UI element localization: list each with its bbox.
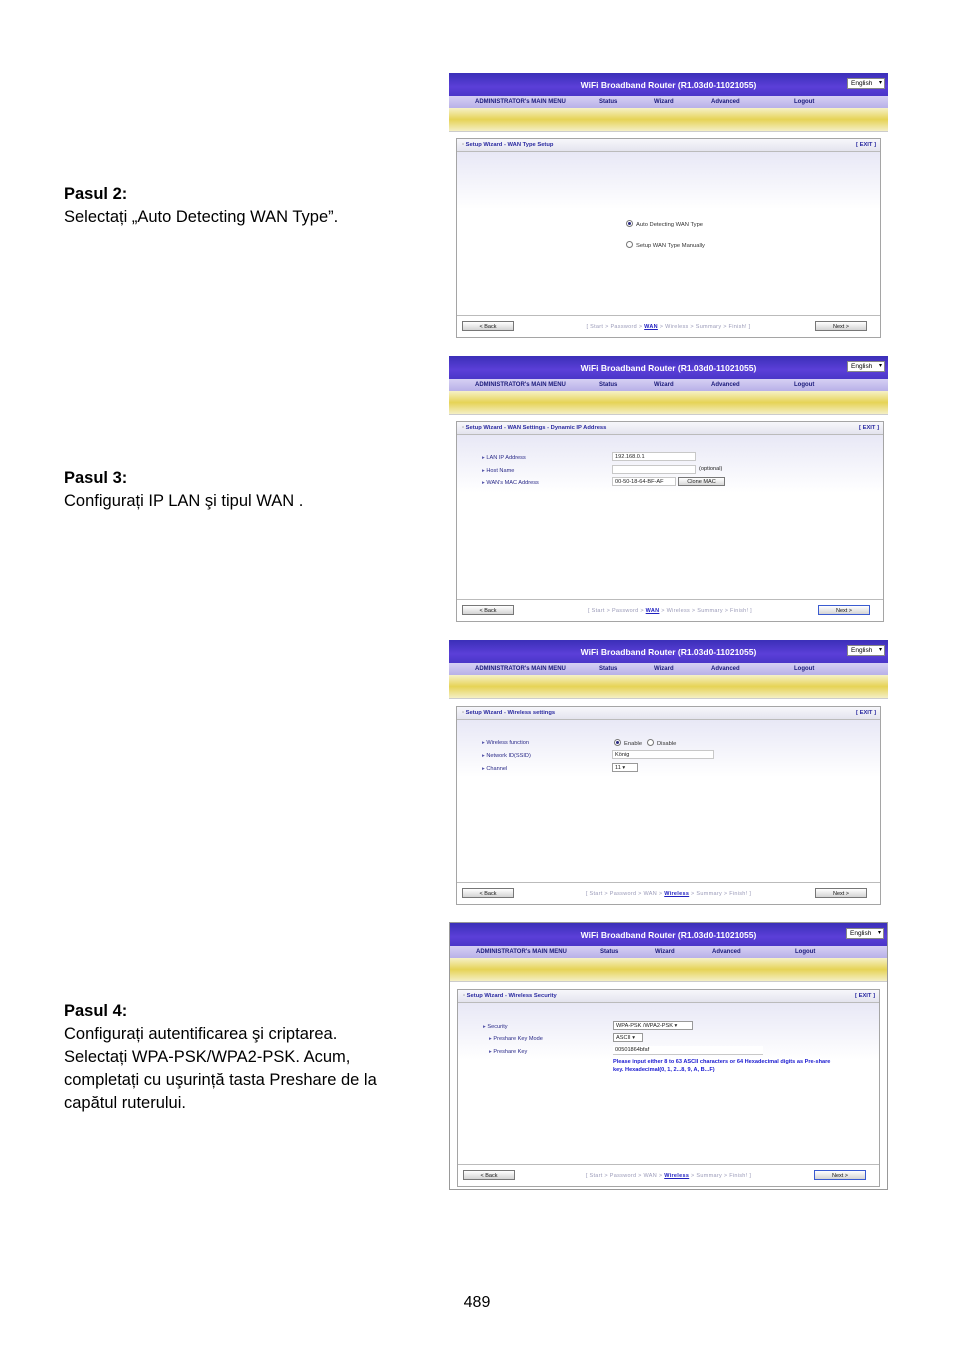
router-title: WiFi Broadband Router (R1.03d0-11021055) xyxy=(580,930,757,940)
screenshot-wireless-security xyxy=(449,922,888,1190)
step-4-line-3: completați cu uşurință tasta Preshare de la xyxy=(64,1071,377,1089)
lan-ip-label: ▸ LAN IP Address xyxy=(482,455,526,461)
step-4-line-2: Selectați WPA-PSK/WPA2-PSK. Acum, xyxy=(64,1048,351,1066)
chevron-down-icon: ▾ xyxy=(878,363,882,369)
language-value: English xyxy=(851,647,873,654)
menu-status[interactable]: Status xyxy=(599,382,618,388)
disable-label: Disable xyxy=(657,741,677,747)
step-3-line-1: Configurați IP LAN şi tipul WAN . xyxy=(64,492,304,510)
menu-logout[interactable]: Logout xyxy=(795,949,816,955)
panel-title: ▫ Setup Wizard - WAN Type Setup xyxy=(462,142,553,148)
panel-header xyxy=(457,707,880,720)
panel-header xyxy=(457,422,883,435)
chevron-down-icon: ▾ xyxy=(878,647,882,653)
ssid-input[interactable]: König xyxy=(612,750,714,759)
panel-body xyxy=(457,720,880,883)
panel-title: ▫ Setup Wizard - Wireless settings xyxy=(462,710,555,716)
wireless-disable-option[interactable] xyxy=(647,739,676,747)
mac-input[interactable]: 00-50-18-64-BF-AF xyxy=(612,477,676,486)
panel-footer xyxy=(457,315,880,337)
hint-line-2: key. Hexadecimal(0, 1, 2...8, 9, A, B...F) xyxy=(613,1067,715,1073)
next-button[interactable]: Next > xyxy=(815,888,867,898)
main-menu-bar xyxy=(450,946,887,958)
menu-advanced[interactable]: Advanced xyxy=(712,949,741,955)
security-select[interactable] xyxy=(613,1021,693,1030)
option-manual-label: Setup WAN Type Manually xyxy=(636,243,705,249)
language-select[interactable] xyxy=(847,361,885,372)
language-select[interactable] xyxy=(847,78,885,89)
language-select[interactable] xyxy=(847,645,885,656)
panel-body xyxy=(457,435,883,600)
wizard-steps: [ Start > Password > WAN > Wireless > Summary > Finish! ] xyxy=(585,1173,752,1179)
chevron-down-icon: ▾ xyxy=(878,80,882,86)
chevron-down-icon: ▾ xyxy=(877,930,881,936)
step-2-line-1: Selectați „Auto Detecting WAN Type”. xyxy=(64,208,339,226)
back-button[interactable]: < Back xyxy=(462,888,514,898)
menu-advanced[interactable]: Advanced xyxy=(711,382,740,388)
banner-strip xyxy=(449,391,888,415)
language-select[interactable] xyxy=(846,928,884,939)
screenshot-wan-type xyxy=(449,73,888,338)
preshare-key-input[interactable]: 00501864bfaf xyxy=(613,1046,763,1055)
page-number: 489 xyxy=(463,1294,491,1311)
channel-label: ▸ Channel xyxy=(482,766,507,772)
radio-selected-icon xyxy=(614,739,621,746)
menu-status[interactable]: Status xyxy=(599,666,618,672)
option-auto-detect-label: Auto Detecting WAN Type xyxy=(636,222,704,228)
panel-title: ▫ Setup Wizard - WAN Settings - Dynamic IP Address xyxy=(462,425,606,431)
enable-label: Enable xyxy=(624,741,643,747)
step-4-text xyxy=(64,1000,424,1115)
wizard-panel xyxy=(456,138,881,338)
step-2-text xyxy=(64,183,424,229)
host-name-label: ▸ Host Name xyxy=(482,468,514,474)
router-title: WiFi Broadband Router (R1.03d0-11021055) xyxy=(580,647,757,657)
preshare-key-label: ▸ Preshare Key xyxy=(489,1049,527,1055)
step-3-text xyxy=(64,467,424,513)
menu-advanced[interactable]: Advanced xyxy=(711,666,740,672)
menu-wizard[interactable]: Wizard xyxy=(654,99,674,105)
main-menu-bar xyxy=(449,96,888,108)
panel-title: ▫ Setup Wizard - Wireless Security xyxy=(463,993,557,999)
back-button[interactable]: < Back xyxy=(463,1170,515,1180)
wizard-steps: [ Start > Password > WAN > Wireless > Summary > Finish! ] xyxy=(585,891,752,897)
next-button[interactable]: Next > xyxy=(815,321,867,331)
panel-body xyxy=(457,152,880,316)
router-title-bar xyxy=(449,73,888,96)
screenshot-wireless-settings xyxy=(449,640,888,905)
next-button[interactable]: Next > xyxy=(814,1170,866,1180)
router-title-bar xyxy=(449,640,888,663)
option-manual[interactable] xyxy=(626,241,705,249)
router-title-bar xyxy=(450,923,887,946)
menu-wizard[interactable]: Wizard xyxy=(654,666,674,672)
panel-footer xyxy=(457,882,880,904)
wizard-panel xyxy=(456,421,884,622)
channel-select[interactable] xyxy=(612,763,638,772)
menu-logout[interactable]: Logout xyxy=(794,382,815,388)
wizard-steps: [ Start > Password > WAN > Wireless > Summary > Finish! ] xyxy=(587,608,753,614)
wizard-panel xyxy=(456,706,881,905)
wireless-enable-option[interactable] xyxy=(614,739,642,747)
mac-label: ▸ WAN's MAC Address xyxy=(482,480,539,486)
menu-status[interactable]: Status xyxy=(600,949,619,955)
step-4-heading: Pasul 4: xyxy=(64,1002,128,1020)
exit-link[interactable]: [ EXIT ] xyxy=(856,710,876,716)
language-value: English xyxy=(850,930,872,937)
radio-icon xyxy=(647,739,654,746)
panel-footer xyxy=(457,599,883,621)
menu-wizard[interactable]: Wizard xyxy=(655,949,675,955)
lan-ip-input[interactable]: 192.168.0.1 xyxy=(612,452,696,461)
radio-selected-icon xyxy=(626,220,633,227)
exit-link[interactable]: [ EXIT ] xyxy=(855,993,875,999)
wizard-panel xyxy=(457,989,880,1187)
host-name-input[interactable] xyxy=(612,465,696,474)
exit-link[interactable]: [ EXIT ] xyxy=(859,425,879,431)
menu-logout[interactable]: Logout xyxy=(794,99,815,105)
key-mode-label: ▸ Preshare Key Mode xyxy=(489,1036,543,1042)
panel-body xyxy=(458,1003,879,1165)
banner-strip xyxy=(449,675,888,699)
router-title: WiFi Broadband Router (R1.03d0-11021055) xyxy=(580,80,757,90)
step-4-line-4: capătul ruterului. xyxy=(64,1094,186,1112)
chevron-down-icon: ▾ xyxy=(632,1035,635,1041)
security-label: ▸ Security xyxy=(483,1024,508,1030)
menu-main[interactable]: ADMINISTRATOR's MAIN MENU xyxy=(475,382,566,388)
back-button[interactable]: < Back xyxy=(462,605,514,615)
chevron-down-icon: ▾ xyxy=(622,765,626,771)
key-mode-value: ASCII xyxy=(616,1035,631,1041)
hint-line-1: Please input either 8 to 63 ASCII characters or 64 Hexadecimal digits as Pre-share xyxy=(613,1059,831,1065)
banner-strip xyxy=(449,108,888,132)
banner-strip xyxy=(450,958,887,982)
menu-advanced[interactable]: Advanced xyxy=(711,99,740,105)
menu-logout[interactable]: Logout xyxy=(794,666,815,672)
step-4-line-1: Configurați autentificarea şi criptarea. xyxy=(64,1025,338,1043)
exit-link[interactable]: [ EXIT ] xyxy=(856,142,876,148)
language-value: English xyxy=(851,80,873,87)
radio-icon xyxy=(626,241,633,248)
language-value: English xyxy=(851,363,873,370)
panel-header xyxy=(457,139,880,152)
menu-main[interactable]: ADMINISTRATOR's MAIN MENU xyxy=(476,949,567,955)
router-title-bar xyxy=(449,356,888,379)
panel-header xyxy=(458,990,879,1003)
menu-main[interactable]: ADMINISTRATOR's MAIN MENU xyxy=(475,99,566,105)
menu-wizard[interactable]: Wizard xyxy=(654,382,674,388)
back-button[interactable]: < Back xyxy=(462,321,514,331)
step-3-heading: Pasul 3: xyxy=(64,469,128,487)
main-menu-bar xyxy=(449,379,888,391)
panel-footer xyxy=(458,1164,879,1186)
chevron-down-icon: ▾ xyxy=(674,1023,678,1029)
clone-mac-button[interactable]: Clone MAC xyxy=(678,477,725,486)
ssid-label: ▸ Network ID(SSID) xyxy=(482,753,531,759)
main-menu-bar xyxy=(449,663,888,675)
option-auto-detect[interactable] xyxy=(626,220,703,228)
wireless-function-label: ▸ Wireless function xyxy=(482,740,529,746)
preshare-key-hint xyxy=(613,1058,830,1074)
next-button[interactable]: Next > xyxy=(818,605,870,615)
menu-status[interactable]: Status xyxy=(599,99,618,105)
menu-main[interactable]: ADMINISTRATOR's MAIN MENU xyxy=(475,666,566,672)
router-title: WiFi Broadband Router (R1.03d0-11021055) xyxy=(580,363,757,373)
wizard-steps: [ Start > Password > WAN > Wireless > Summary > Finish! ] xyxy=(586,324,751,330)
channel-value: 11 xyxy=(615,765,621,771)
optional-note: (optional) xyxy=(699,466,723,472)
step-2-heading: Pasul 2: xyxy=(64,185,128,203)
key-mode-select[interactable] xyxy=(613,1033,643,1042)
screenshot-wan-settings xyxy=(449,356,888,622)
security-value: WPA-PSK /WPA2-PSK xyxy=(616,1023,673,1029)
